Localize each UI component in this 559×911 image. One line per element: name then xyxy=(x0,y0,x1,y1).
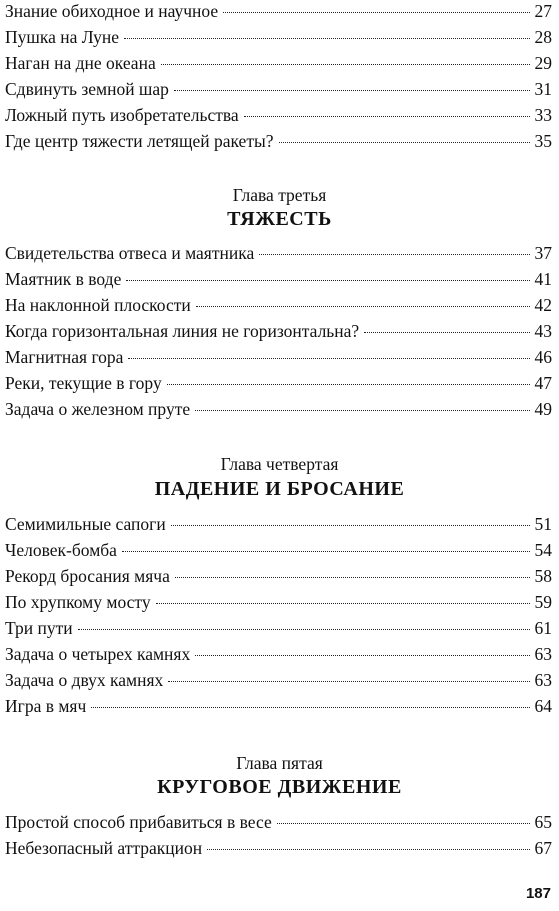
chapter-label: Глава третья xyxy=(232,185,327,205)
toc-entry-title: Рекорд бросания мяча xyxy=(5,566,170,586)
toc-entry-title: Магнитная гора xyxy=(5,347,124,367)
toc-entry-title: Человек-бомба xyxy=(5,540,117,560)
dot-leader xyxy=(91,706,529,708)
toc-entry-page: 65 xyxy=(534,812,552,832)
toc-entry-title: Пушка на Луне xyxy=(5,27,120,47)
toc-entry-page: 42 xyxy=(534,295,552,315)
toc-entry-title: Знание обиходное и научное xyxy=(5,1,219,21)
toc-entry-page: 67 xyxy=(534,838,552,858)
toc-entry-page: 46 xyxy=(534,347,552,367)
toc-entry-title: Задача о двух камнях xyxy=(5,670,164,690)
toc-entry-page: 31 xyxy=(534,79,552,99)
toc-entry-title: Реки, текущие в гору xyxy=(5,373,162,393)
page-number: 187 xyxy=(525,885,551,902)
dot-leader xyxy=(364,331,529,333)
toc-entry-page: 37 xyxy=(534,243,552,263)
toc-entry-title: Где центр тяжести летящей ракеты? xyxy=(5,131,274,151)
dot-leader xyxy=(128,357,529,359)
toc-entry-page: 28 xyxy=(534,27,552,47)
dot-leader xyxy=(78,628,530,630)
toc-entry xyxy=(5,641,552,667)
toc-entry-title: Сдвинуть земной шар xyxy=(5,79,169,99)
dot-leader xyxy=(174,89,530,91)
toc-entry xyxy=(5,809,552,835)
toc-entry xyxy=(5,24,552,50)
chapter-title: ТЯЖЕСТЬ xyxy=(227,208,332,230)
toc-entry-title: Ложный путь изобретательства xyxy=(5,105,239,125)
toc-entry-title: Простой способ прибавиться в весе xyxy=(5,812,272,832)
toc-entry xyxy=(5,511,552,537)
toc-entry-title: Семимильные сапоги xyxy=(5,514,166,534)
toc-entry-page: 63 xyxy=(534,644,552,664)
chapter-title: ПАДЕНИЕ И БРОСАНИЕ xyxy=(154,478,405,500)
dot-leader xyxy=(244,115,530,117)
chapter-label: Глава четвертая xyxy=(220,454,339,474)
toc-entry xyxy=(5,0,552,24)
dot-leader xyxy=(207,848,529,850)
dot-leader xyxy=(195,409,529,411)
toc-entry xyxy=(5,396,552,422)
toc-entry xyxy=(5,102,552,128)
toc-entry-title: Маятник в воде xyxy=(5,269,122,289)
toc-entry-page: 63 xyxy=(534,670,552,690)
toc-entry-page: 33 xyxy=(534,105,552,125)
dot-leader xyxy=(167,383,530,385)
toc-entry-page: 49 xyxy=(534,399,552,419)
dot-leader xyxy=(259,253,529,255)
toc-entry-title: По хрупкому мосту xyxy=(5,592,151,612)
toc-entry xyxy=(5,318,552,344)
dot-leader xyxy=(124,37,529,39)
toc-entry-title: Когда горизонтальная линия не горизонтальна? xyxy=(5,321,360,341)
dot-leader xyxy=(161,63,530,65)
toc-entry-title: Свидетельства отвеса и маятника xyxy=(5,243,255,263)
toc-entry xyxy=(5,50,552,76)
toc-entry-title: На наклонной плоскости xyxy=(5,295,191,315)
toc-entry-page: 61 xyxy=(534,618,552,638)
toc-entry-page: 47 xyxy=(534,373,552,393)
toc-entry xyxy=(5,128,552,154)
dot-leader xyxy=(195,654,529,656)
toc-entry-page: 59 xyxy=(534,592,552,612)
toc-entry xyxy=(5,589,552,615)
dot-leader xyxy=(171,524,530,526)
toc-entry xyxy=(5,693,552,719)
toc-entry xyxy=(5,240,552,266)
dot-leader xyxy=(175,576,530,578)
dot-leader xyxy=(279,141,530,143)
dot-leader xyxy=(196,305,530,307)
toc-entry-title: Игра в мяч xyxy=(5,696,87,716)
toc-entry xyxy=(5,537,552,563)
dot-leader xyxy=(122,550,530,552)
toc-entry-title: Задача о железном пруте xyxy=(5,399,191,419)
chapter-title: КРУГОВОЕ ДВИЖЕНИЕ xyxy=(157,776,402,798)
toc-entry xyxy=(5,76,552,102)
toc-entry-page: 29 xyxy=(534,53,552,73)
toc-entry xyxy=(5,344,552,370)
toc-entry xyxy=(5,667,552,693)
toc-entry-page: 27 xyxy=(534,1,552,21)
chapter-label: Глава пятая xyxy=(236,753,323,773)
dot-leader xyxy=(277,822,530,824)
dot-leader xyxy=(223,11,529,13)
toc-entry xyxy=(5,563,552,589)
toc-entry-page: 41 xyxy=(534,269,552,289)
toc-entry-title: Небезопасный аттракцион xyxy=(5,838,203,858)
toc-entry-page: 51 xyxy=(534,514,552,534)
toc-entry-page: 43 xyxy=(534,321,552,341)
toc-entry xyxy=(5,615,552,641)
toc-entry xyxy=(5,292,552,318)
toc-entry-title: Задача о четырех камнях xyxy=(5,644,191,664)
toc-entry-title: Наган на дне океана xyxy=(5,53,156,73)
dot-leader xyxy=(126,279,529,281)
dot-leader xyxy=(156,602,530,604)
toc-entry-page: 54 xyxy=(534,540,552,560)
toc-entry-page: 58 xyxy=(534,566,552,586)
toc-entry xyxy=(5,266,552,292)
toc-entry-title: Три пути xyxy=(5,618,73,638)
dot-leader xyxy=(168,680,529,682)
toc-entry xyxy=(5,835,552,861)
toc-entry-page: 64 xyxy=(534,696,552,716)
toc-entry-page: 35 xyxy=(534,131,552,151)
toc-entry xyxy=(5,370,552,396)
